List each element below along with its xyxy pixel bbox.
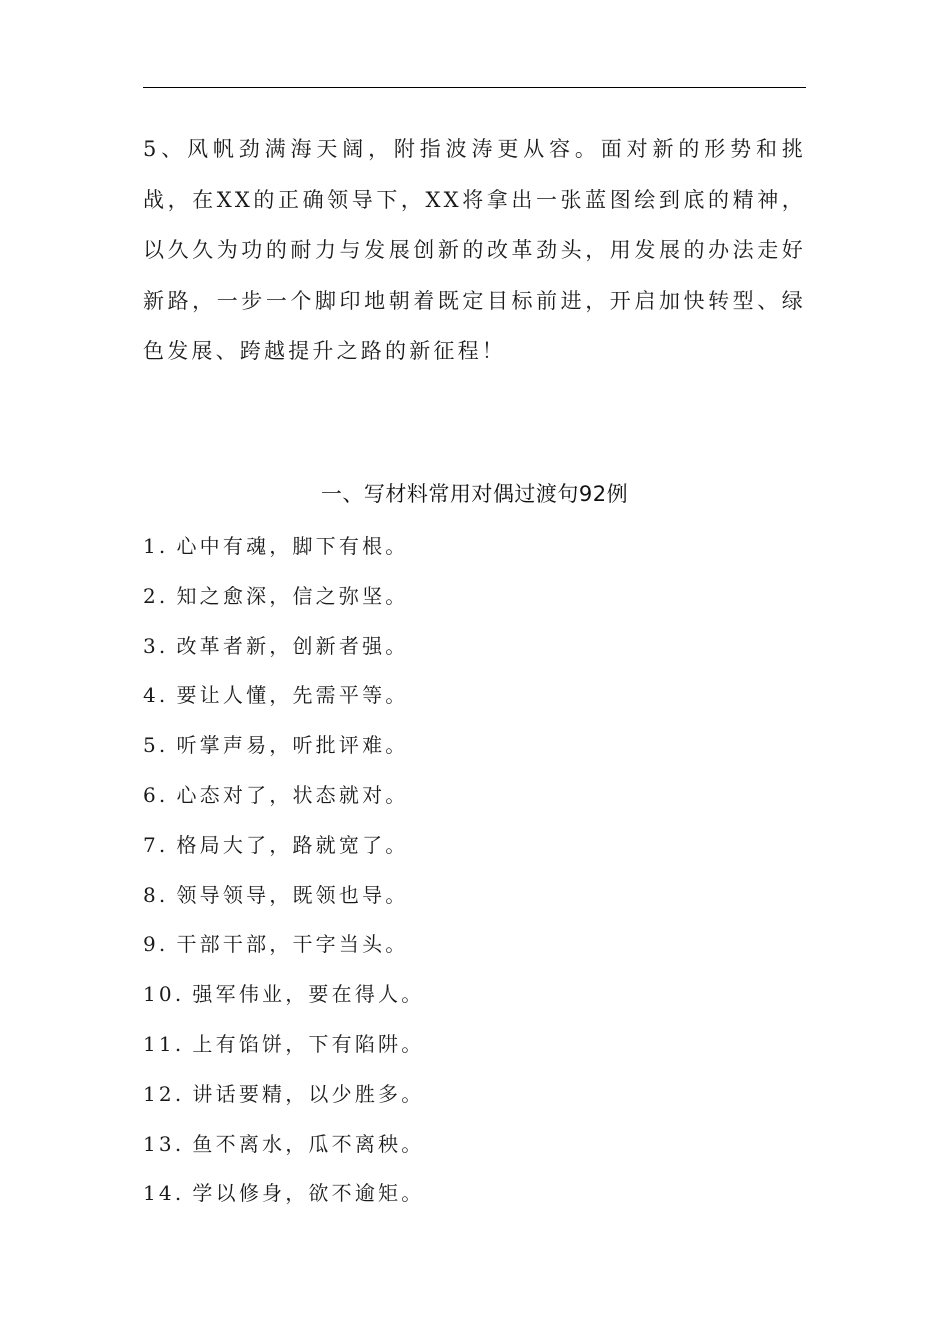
list-item — [143, 531, 806, 581]
list-item — [143, 730, 806, 780]
list-item — [143, 631, 806, 681]
section-title: 一、写材料常用对偶过渡句92例 — [320, 482, 629, 506]
item-number: 13. — [143, 1131, 185, 1156]
item-number: 4. — [143, 683, 169, 708]
item-number: 5. — [143, 733, 169, 758]
list-item — [143, 680, 806, 730]
item-number: 7. — [143, 832, 169, 857]
item-number: 14. — [143, 1181, 185, 1206]
list-item — [143, 1079, 806, 1129]
item-text: 心中有魂，脚下有根。 — [176, 534, 409, 558]
intro-paragraph: 5、风帆劲满海天阔，附指波涛更从容。面对新的形势和挑战，在XX的正确领导下，XX将拿出一张蓝图绘到底的精神，以久久为功的耐力与发展创新的改革劲头，用发展的办法走好新路，一步一个脚印地朝着既定目标前进，开启加快转型、绿色发展、跨越提升之路的新征程！ — [143, 137, 806, 363]
item-number: 10. — [143, 982, 185, 1007]
item-text: 要让人懂，先需平等。 — [176, 683, 409, 708]
item-text: 领导领导，既领也导。 — [176, 882, 409, 907]
item-number: 6. — [143, 782, 169, 807]
item-number: 12. — [143, 1081, 185, 1106]
item-text: 改革者新，创新者强。 — [176, 633, 409, 658]
item-text: 强军伟业，要在得人。 — [192, 982, 425, 1007]
header-rule — [143, 87, 806, 88]
list-item — [143, 1129, 806, 1179]
item-text: 上有馅饼，下有陷阱。 — [192, 1031, 425, 1056]
item-text: 听掌声易，听批评难。 — [176, 733, 409, 758]
item-text: 讲话要精，以少胜多。 — [192, 1081, 425, 1106]
item-text: 学以修身，欲不逾矩。 — [192, 1181, 425, 1206]
item-text: 干部干部，干字当头。 — [176, 932, 409, 957]
item-number: 9. — [143, 932, 169, 957]
item-number: 3. — [143, 633, 169, 658]
examples-list — [143, 531, 806, 1228]
item-text: 心态对了，状态就对。 — [176, 782, 409, 807]
list-item — [143, 880, 806, 930]
list-item — [143, 979, 806, 1029]
item-text: 鱼不离水，瓜不离秧。 — [192, 1131, 425, 1156]
item-number: 11. — [143, 1031, 185, 1056]
list-item — [143, 780, 806, 830]
item-text: 知之愈深，信之弥坚。 — [176, 583, 409, 608]
list-item — [143, 581, 806, 631]
list-item — [143, 929, 806, 979]
item-number: 2. — [143, 583, 169, 608]
item-number: 8. — [143, 882, 169, 907]
list-item — [143, 830, 806, 880]
item-text: 格局大了，路就宽了。 — [176, 832, 409, 857]
list-item — [143, 1178, 806, 1228]
list-item — [143, 1029, 806, 1079]
item-number: 1. — [143, 534, 169, 558]
